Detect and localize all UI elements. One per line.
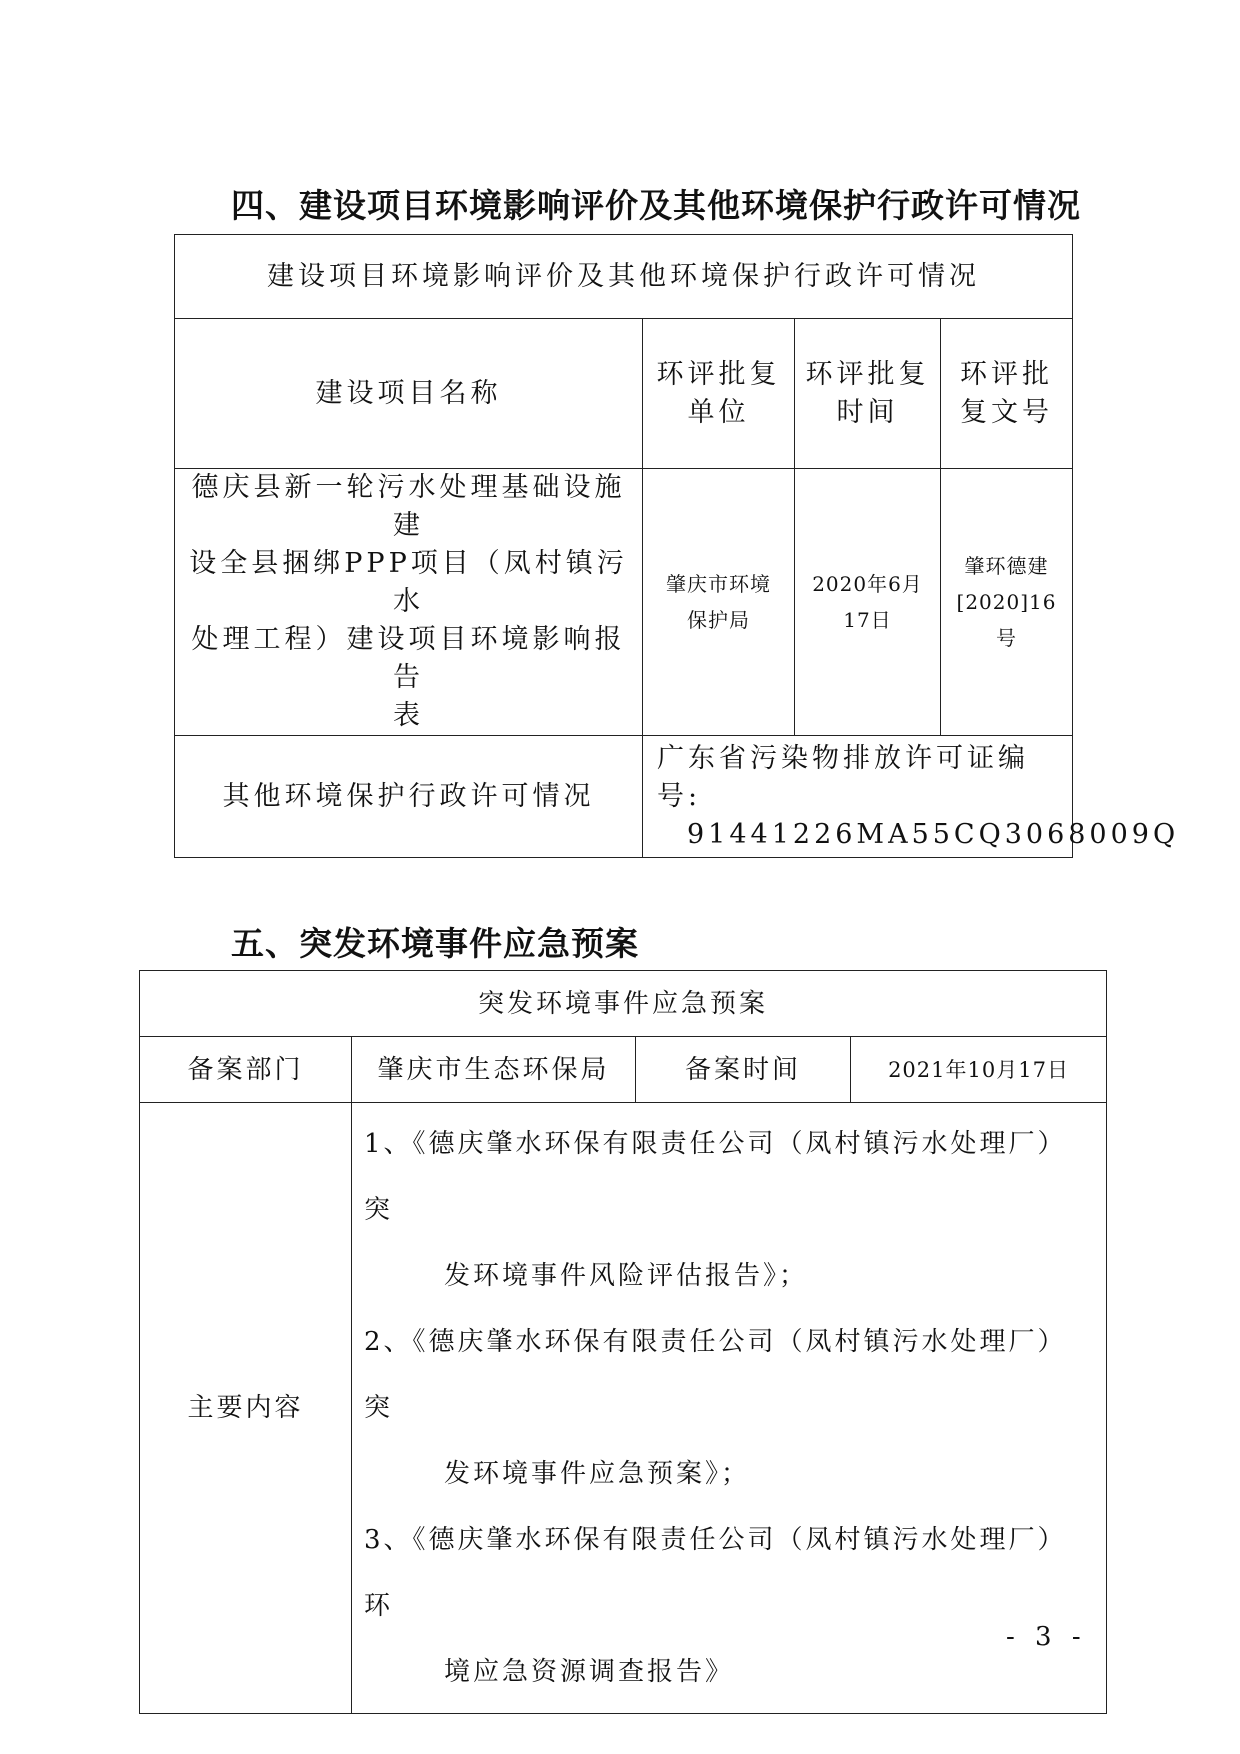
section5-heading: 五、突发环境事件应急预案: [231, 924, 639, 963]
other-permit-value: 广东省污染物排放许可证编号: 91441226MA55CQ3068009Q: [643, 736, 1073, 858]
header-approval-time: 环评批复 时间: [795, 319, 941, 469]
eia-table: [174, 234, 1180, 858]
record-time-label: 备案时间: [636, 1037, 851, 1103]
other-permit-label: 其他环境保护行政许可情况: [175, 736, 643, 858]
header-approval-docno: 环评批 复文号: [941, 319, 1073, 469]
list-item: 3、《德庆肇水环保有限责任公司（凤村镇污水处理厂）环 境应急资源调查报告》: [364, 1525, 1067, 1687]
page-number: - 3 -: [1006, 1622, 1087, 1652]
section4-heading: 四、建设项目环境影响评价及其他环境保护行政许可情况: [231, 186, 1081, 225]
content-list: [352, 1103, 1107, 1714]
record-dept-value: 肇庆市生态环保局: [352, 1037, 636, 1103]
content-label: 主要内容: [140, 1103, 352, 1714]
project-name-cell: 德庆县新一轮污水处理基础设施建 设全县捆绑PPP项目（凤村镇污水 处理工程）建设项目环境影响报告 表: [175, 469, 643, 736]
header-project-name: 建设项目名称: [175, 319, 643, 469]
emergency-plan-table: [139, 970, 1107, 1714]
record-time-value: 2021年10月17日: [851, 1037, 1107, 1103]
eia-table-title: 建设项目环境影响评价及其他环境保护行政许可情况: [175, 235, 1073, 319]
approval-unit-cell: 肇庆市环境 保护局: [643, 469, 795, 736]
list-item: 2、《德庆肇水环保有限责任公司（凤村镇污水处理厂）突 发环境事件应急预案》；: [364, 1327, 1067, 1489]
approval-time-cell: 2020年6月 17日: [795, 469, 941, 736]
approval-docno-cell: 肇环德建 [2020]16号: [941, 469, 1073, 736]
emergency-table-title: 突发环境事件应急预案: [140, 971, 1107, 1037]
list-item: 1、《德庆肇水环保有限责任公司（凤村镇污水处理厂）突 发环境事件风险评估报告》；: [364, 1129, 1067, 1291]
record-dept-label: 备案部门: [140, 1037, 352, 1103]
header-approval-unit: 环评批复 单位: [643, 319, 795, 469]
